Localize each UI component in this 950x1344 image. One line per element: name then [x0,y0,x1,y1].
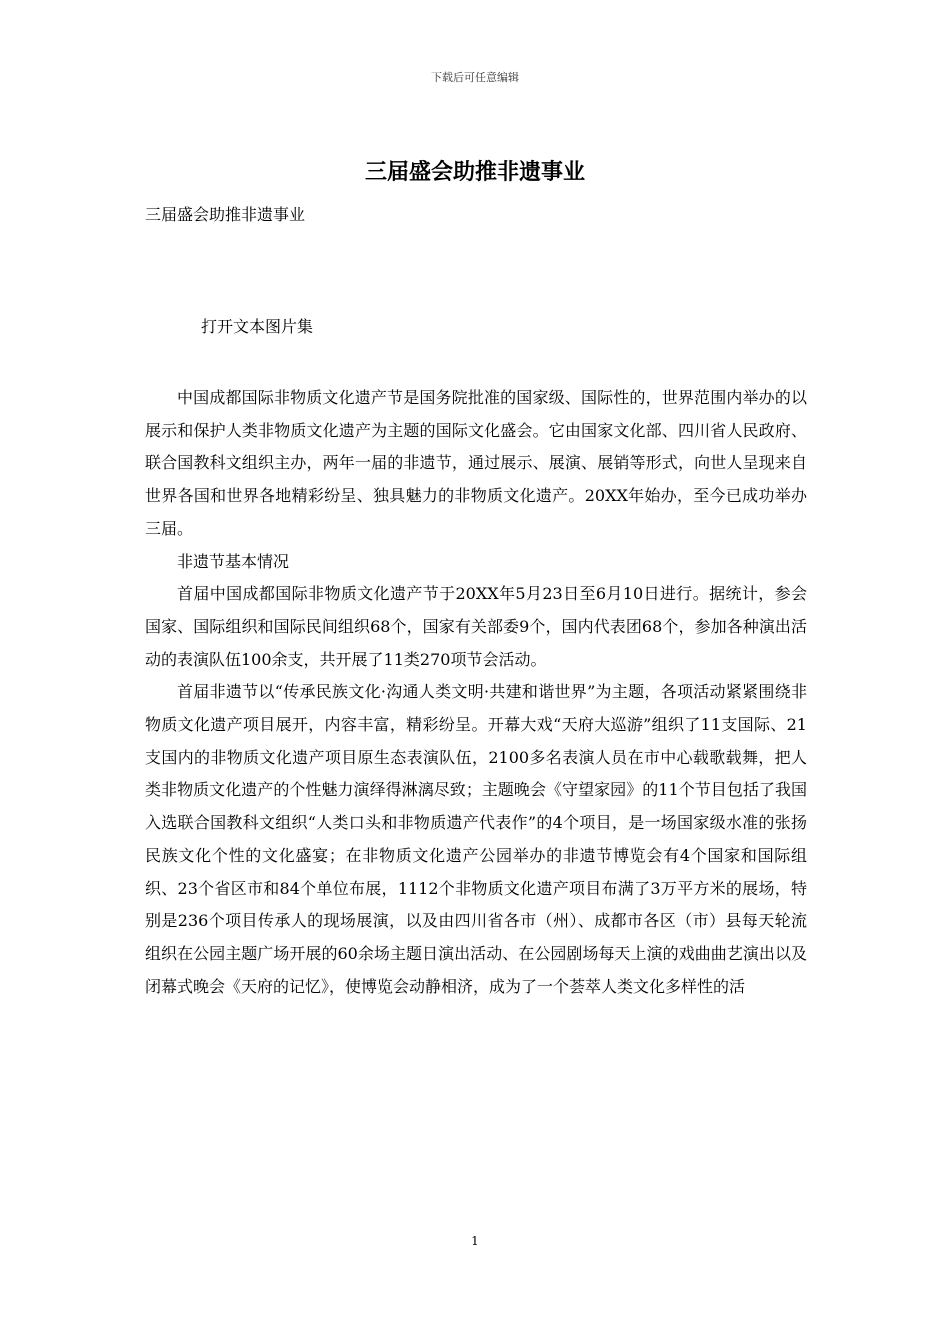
body-paragraph: 首届非遗节以“传承民族文化·沟通人类文明·共建和谐世界”为主题，各项活动紧紧围绕非物质文化遗产项目展开，内容丰富，精彩纷呈。开幕大戏“天府大巡游”组织了11支国际、21支国内的非物质文化遗产项目原生态表演队伍，2100多名表演人员在市中心载歌载舞，把人类非物质文化遗产的个性魅力演绎得淋漓尽致；主题晚会《守望家园》的11个节目包括了我国入选联合国教科文组织“人类口头和非物质遗产代表作”的4个项目，是一场国家级水准的张扬民族文化个性的文化盛宴；在非物质文化遗产公园举办的非遗节博览会有4个国家和国际组织、23个省区市和84个单位布展，1112个非物质文化遗产项目布满了3万平方米的展场，特别是236个项目传承人的现场展演，以及由四川省各市（州）、成都市各区（市）县每天轮流组织在公园主题广场开展的60余场主题日演出活动、在公园剧场每天上演的戏曲曲艺演出以及闭幕式晚会《天府的记忆》，使博览会动静相济，成为了一个荟萃人类文化多样性的活 [145,682,807,996]
body-paragraph: 首届中国成都国际非物质文化遗产节于20XX年5月23日至6月10日进行。据统计，参会国家、国际组织和国际民间组织68个，国家有关部委9个，国内代表团68个，参加各种演出活动的表演队伍100余支，共开展了11类270项节会活动。 [145,584,807,669]
document-subtitle: 三届盛会助推非遗事业 [145,205,306,224]
document-title: 三届盛会助推非遗事业 [364,160,585,185]
page-number: 1 [471,1234,479,1248]
header-note: 下载后可任意编辑 [431,71,519,84]
open-image-gallery-link[interactable]: 打开文本图片集 [201,317,314,336]
intro-paragraph: 中国成都国际非物质文化遗产节是国务院批准的国家级、国际性的，世界范围内举办的以展示和保护人类非物质文化遗产为主题的国际文化盛会。它由国家文化部、四川省人民政府、联合国教科文组织主办，两年一届的非遗节，通过展示、展演、展销等形式，向世人呈现来自世界各国和世界各地精彩纷呈、独具魅力的非物质文化遗产。20XX年始办，至今已成功举办三届。 [145,388,807,538]
document-body [145,382,807,1003]
section-heading: 非遗节基本情况 [177,551,290,571]
